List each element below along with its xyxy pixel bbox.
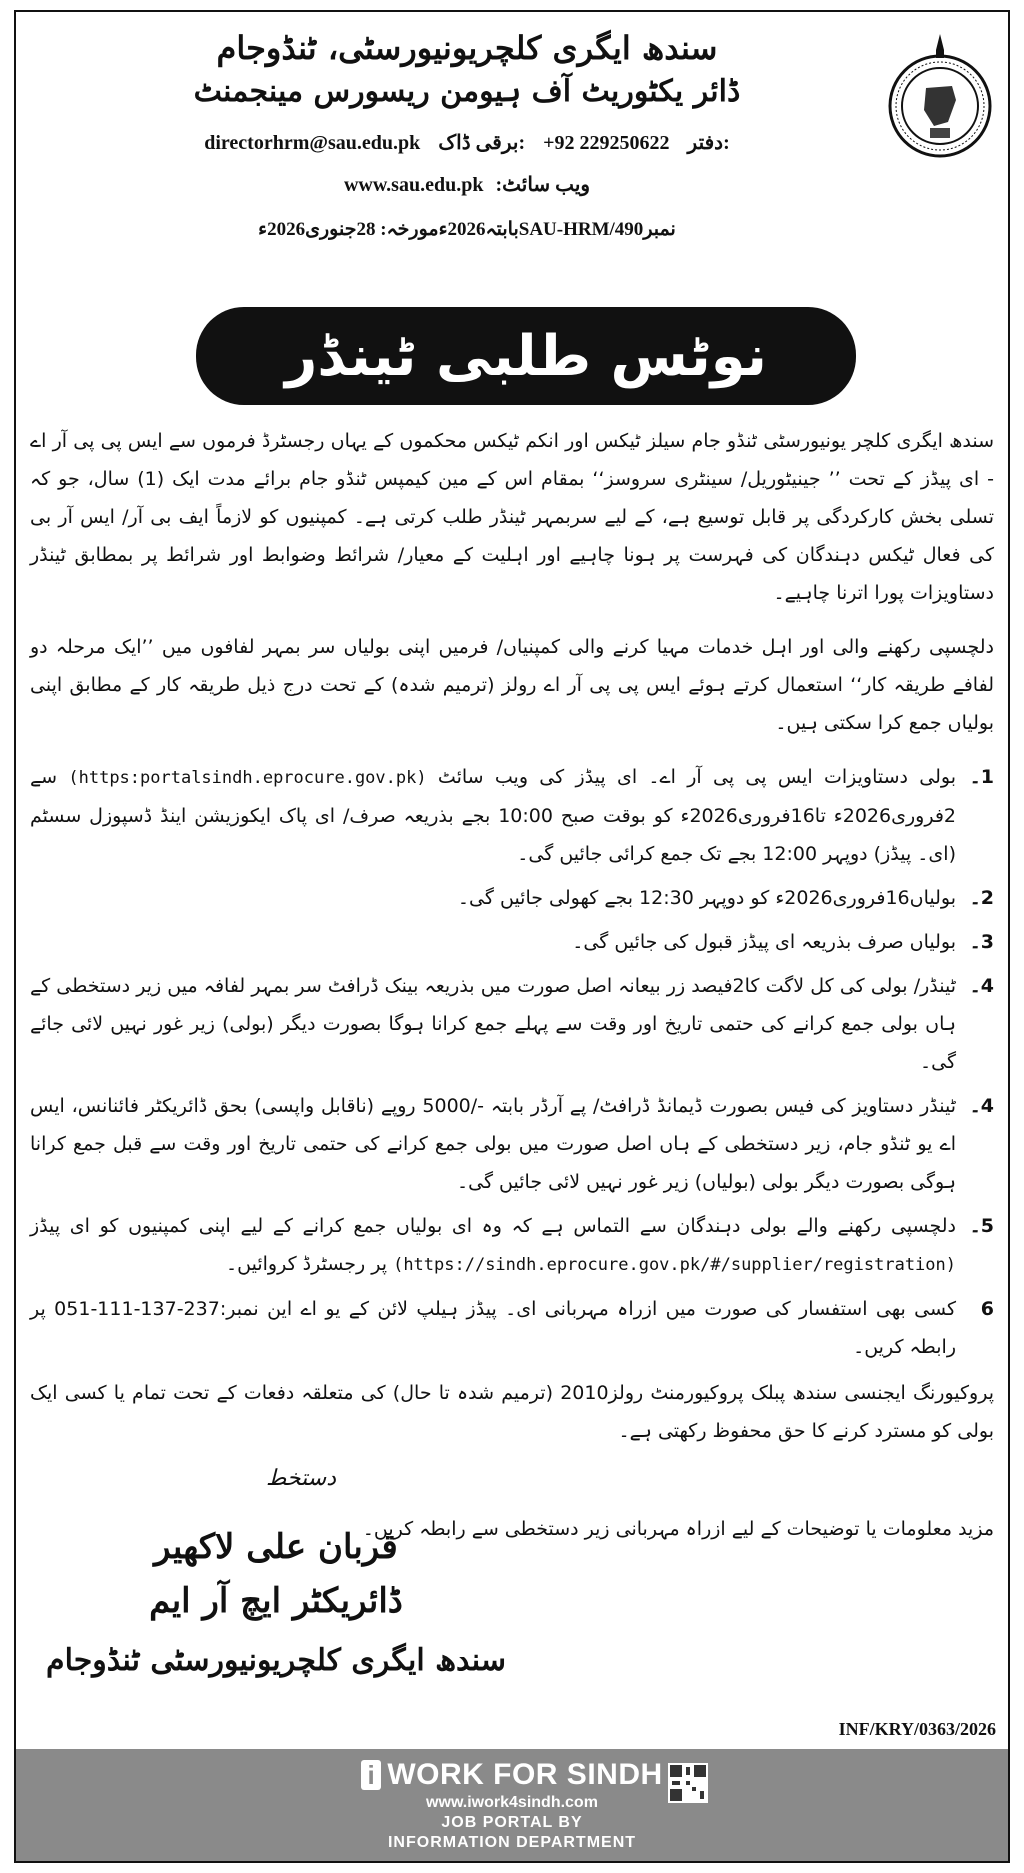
item-number: 4۔ xyxy=(969,1095,994,1117)
office-label: دفتر: xyxy=(687,132,730,154)
item-text: دلچسپی رکھنے والے بولی دہندگان سے التماس ہے کہ وہ ای بولیاں جمع کرانے کے لیے اپنی کمپنیوں کو ای پیڈز xyxy=(30,1215,956,1237)
list-item xyxy=(30,758,994,873)
item-number: 6 xyxy=(980,1298,994,1320)
contact-line xyxy=(76,128,858,158)
item-number: 1۔ xyxy=(969,766,994,788)
list-item xyxy=(30,967,994,1081)
list-item xyxy=(30,1290,994,1366)
job-portal-footer xyxy=(16,1749,1008,1861)
method-paragraph: دلچسپی رکھنے والی اور اہل خدمات مہیا کرنے والی کمپنیاں/ فرمیں اپنی بولیاں سر بمہر لفافوں میں ’’ایک مرحلہ دو لفافے طریقہ کار‘‘ استعمال کرتے ہوئے ایس پی پی آر اے رولز (ترمیم شدہ) کے تحت درج ذیل طریقہ کار کے مطابق اپنی بولیاں جمع کرا سکتی ہیں۔ xyxy=(30,636,994,734)
list-item xyxy=(30,923,994,961)
signature-label: دستخط xyxy=(266,1466,336,1491)
notice-body xyxy=(30,422,994,1466)
intro-paragraph: سندھ ایگری کلچر یونیورسٹی ٹنڈو جام سیلز ٹیکس اور انکم ٹیکس محکموں کے یہاں رجسٹرڈ فرموں سے ایس پی پی آر اے - ای پیڈز کے تحت ’’ جینیٹوریل/ سینٹری سروسز‘‘ بمقام اس کے مین کیمپس ٹنڈو جام برائے مدت ایک (1) سال، جو کہ تسلی بخش کارکردگی پر قابل توسیع ہے، کے لیے سربمہر ٹینڈر طلب کرتی ہے۔ کمپنیوں کو لازماً ایف بی آر/ ایس آر بی کی فعال ٹیکس دہندگان کی فہرست پر ہونا چاہیے اور اہلیت کے معیار/ شرائط وضوابط اور شرائط پر بمطابق ٹینڈر دستاویزات پورا اترنا چاہیے۔ xyxy=(30,430,994,604)
phone-number: +92 229250622 xyxy=(543,132,670,154)
reference-number: نمبرSAU-HRM/490بابتہ2026ءمورخہ: 28جنوری2026ء xyxy=(258,219,676,240)
portal-line-1: JOB PORTAL BY xyxy=(441,1814,583,1831)
signatory-title: ڈائریکٹر ایچ آر ایم xyxy=(149,1581,403,1621)
item-number: 4۔ xyxy=(969,975,994,997)
item-number: 3۔ xyxy=(969,931,994,953)
notice-title-banner: نوٹس طلبی ٹینڈر xyxy=(196,307,856,405)
item-text: بولیاں16فروری2026ء کو دوپہر 12:30 بجے کھولی جائیں گی۔ xyxy=(457,887,956,909)
item-text-cont: پر رجسٹرڈ کروائیں۔ xyxy=(226,1253,388,1275)
item-text: ٹینڈر دستاویز کی فیس بصورت ڈیمانڈ ڈرافٹ/ پے آرڈر بابتہ -/5000 روپے (ناقابل واپسی) بحق ڈائریکٹر فائنانس، ایس اے یو ٹنڈو جام، زیر دستخطی کے ہاں اصل صورت میں بولی جمع کرانے کی حتمی تاریخ اور وقت سے قبل جمع کرانا ہوگی بصورت دیگر بولی (بولیاں) زیر غور نہیں لائی جائیں گی۔ xyxy=(30,1095,956,1193)
letterhead xyxy=(76,26,858,244)
website-link[interactable]: www.sau.edu.pk xyxy=(343,174,484,196)
portal-brand: WORK FOR SINDH xyxy=(387,1758,663,1791)
email-label: برقی ڈاک: xyxy=(438,132,526,154)
iwork-logo-icon: i xyxy=(361,1760,381,1790)
item-text: بولیاں صرف بذریعہ ای پیڈز قبول کی جائیں گی۔ xyxy=(572,931,956,953)
qr-code-icon xyxy=(668,1763,708,1803)
signature-block xyxy=(26,1462,526,1688)
inf-code: INF/KRY/0363/2026 xyxy=(838,1719,996,1739)
website-line xyxy=(76,170,858,200)
closing-paragraph: پروکیورنگ ایجنسی سندھ پبلک پروکیورمنٹ رولز2010 (ترمیم شدہ تا حال) کی متعلقہ دفعات کے تحت تمام یا کسی ایک بولی کو مسترد کرنے کا حق محفوظ رکھتی ہے۔ xyxy=(30,1382,994,1442)
university-name: سندھ ایگری کلچریونیورسٹی، ٹنڈوجام xyxy=(216,29,718,67)
portal-url[interactable]: www.iwork4sindh.com xyxy=(426,1794,598,1811)
item-number: 2۔ xyxy=(969,887,994,909)
directorate-name: ڈائر یکٹوریٹ آف ہیومن ریسورس مینجمنٹ xyxy=(193,74,741,109)
supplier-registration-link[interactable]: (https://sindh.eprocure.gov.pk/#/supplier/registration) xyxy=(393,1255,956,1275)
contact-note: مزید معلومات یا توضیحات کے لیے ازراہ مہربانی زیر دستخطی سے رابطہ کریں۔ xyxy=(362,1518,994,1540)
eprocure-portal-link[interactable]: (https:portalsindh.eprocure.gov.pk) xyxy=(68,768,427,788)
website-label: ویب سائٹ: xyxy=(495,174,591,196)
item-text: بولی دستاویزات ایس پی پی آر اے۔ ای پیڈز کی ویب سائٹ xyxy=(437,766,956,788)
notice-page xyxy=(14,10,1010,1863)
item-text-cont: سے 2فروری2026ء تا16فروری2026ء کو بوقت صبح 10:00 بجے بذریعہ صرف/ ای پاک ایکوزیشن اینڈ ڈسپوزل سسٹم (ای۔ پیڈز) دوپہر 12:00 بجے تک جمع کرائی جائیں گی۔ xyxy=(30,766,956,865)
email-address[interactable]: directorhrm@sau.edu.pk xyxy=(204,132,421,154)
item-text: کسی بھی استفسار کی صورت میں ازراہ مہربانی ای۔ پیڈز ہیلپ لائن کے یو اے این نمبر:237-137-111-051 پر رابطہ کریں۔ xyxy=(30,1298,957,1358)
list-item xyxy=(30,1087,994,1201)
portal-line-2: INFORMATION DEPARTMENT xyxy=(387,1834,637,1851)
list-item xyxy=(30,879,994,917)
item-number: 5۔ xyxy=(969,1215,994,1237)
signatory-organization: سندھ ایگری کلچریونیورسٹی ٹنڈوجام xyxy=(46,1643,506,1678)
item-text: ٹینڈر/ بولی کی کل لاگت کا2فیصد زر بیعانہ اصل صورت میں بذریعہ بینک ڈرافٹ سر بمہر لفافہ میں زیر دستخطی کے ہاں بولی جمع کرانے کی حتمی تاریخ اور وقت سے پہلے جمع کرانا ہوگا بصورت دیگر (بولی) زیر غور نہیں لائی جائے گی۔ xyxy=(30,975,956,1073)
university-seal-icon xyxy=(886,26,994,164)
list-item xyxy=(30,1207,994,1284)
signatory-name: قربان علی لاکھیر xyxy=(154,1527,398,1567)
